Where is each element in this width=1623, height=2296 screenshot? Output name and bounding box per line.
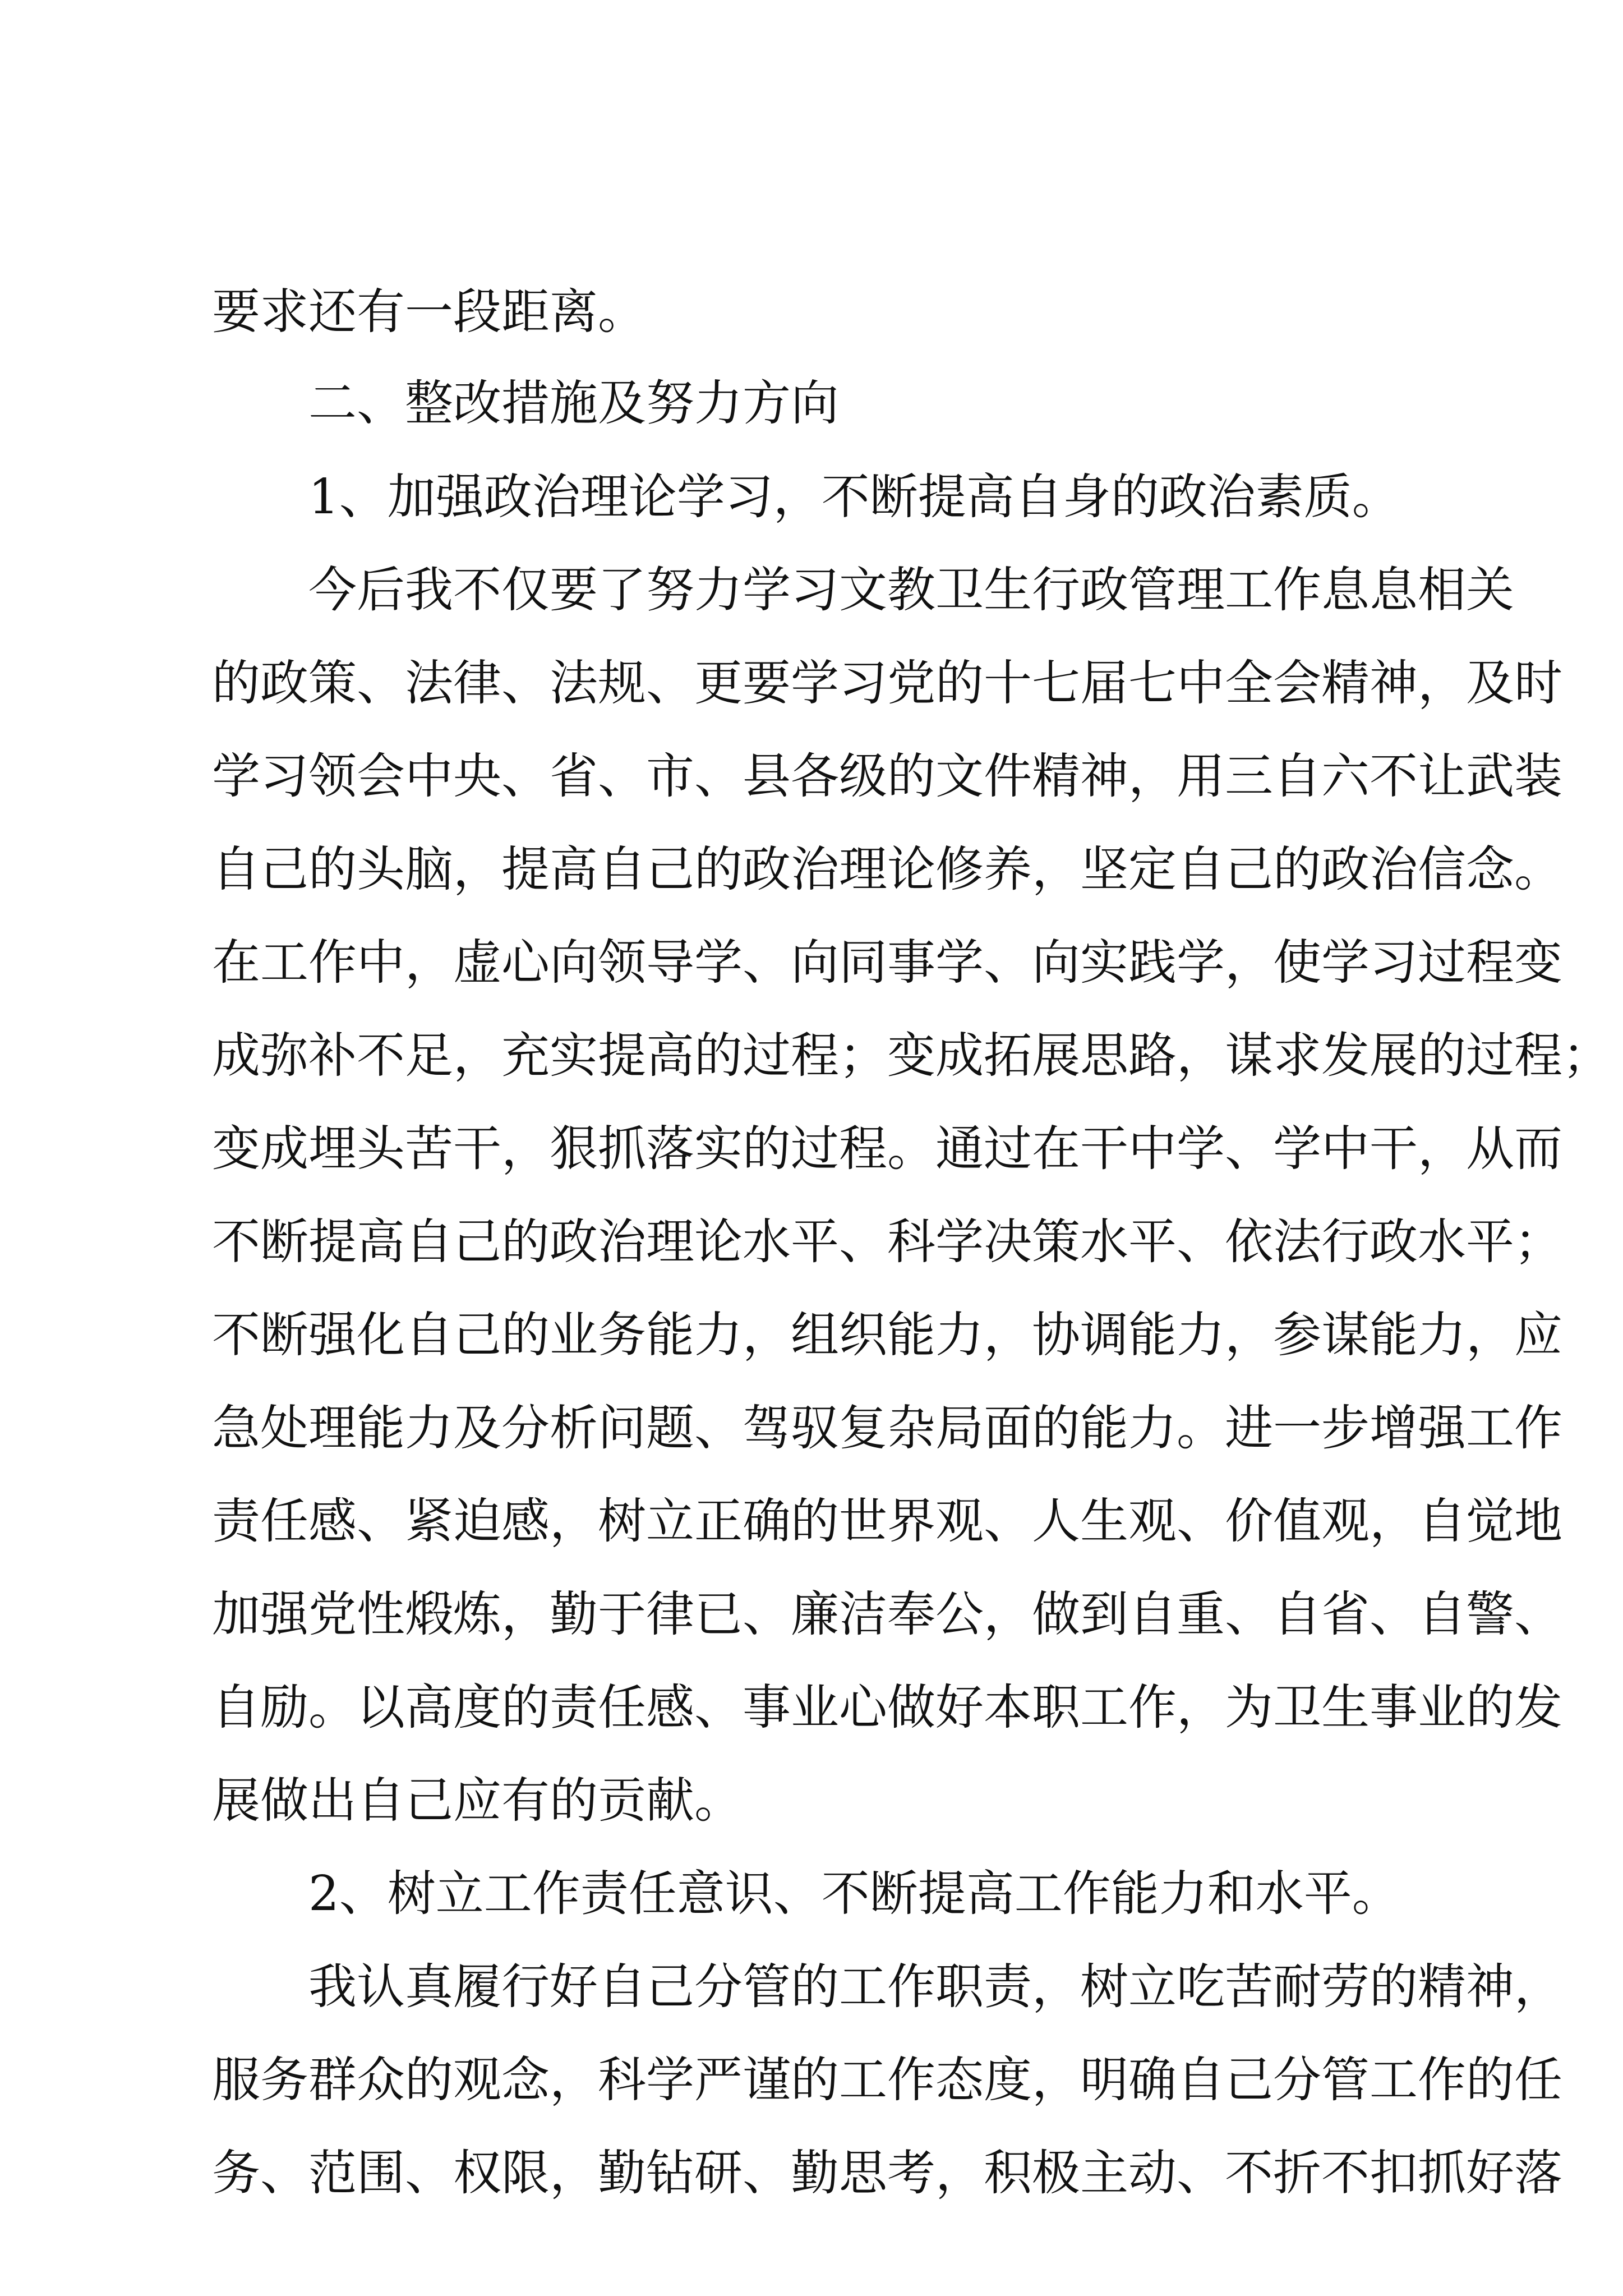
body-line: 加强党性煅炼，勤于律已、廉洁奉公，做到自重、自省、自警、 bbox=[212, 1586, 1562, 1642]
body-line: 不断提高自己的政治理论水平、科学决策水平、依法行政水平； bbox=[212, 1214, 1562, 1270]
body-line: 我认真履行好自己分管的工作职责，树立吃苦耐劳的精神， bbox=[308, 1959, 1562, 2015]
body-line: 在工作中，虚心向领导学、向同事学、向实践学，使学习过程变 bbox=[212, 935, 1562, 991]
section-heading: 二、整改措施及努力方向 bbox=[308, 375, 839, 431]
body-line: 变成埋头苦干，狠抓落实的过程。通过在干中学、学中干，从而 bbox=[212, 1121, 1562, 1177]
body-line: 不断强化自己的业务能力，组织能力，协调能力，参谋能力，应 bbox=[212, 1307, 1562, 1363]
body-line: 务、范围、权限，勤钻研、勤思考，积极主动、不折不扣抓好落 bbox=[212, 2145, 1562, 2201]
body-line: 服务群众的观念，科学严谨的工作态度，明确自己分管工作的任 bbox=[212, 2052, 1562, 2108]
body-line: 的政策、法律、法规、更要学习党的十七届七中全会精神，及时 bbox=[212, 655, 1562, 711]
body-line: 自励。以高度的责任感、事业心做好本职工作，为卫生事业的发 bbox=[212, 1680, 1562, 1736]
body-line: 成弥补不足，充实提高的过程；变成拓展思路，谋求发展的过程； bbox=[212, 1028, 1611, 1084]
body-line: 展做出自己应有的贡献。 bbox=[212, 1773, 743, 1829]
body-line: 责任感、紧迫感，树立正确的世界观、人生观、价值观，自觉地 bbox=[212, 1493, 1562, 1549]
body-line: 急处理能力及分析问题、驾驭复杂局面的能力。进一步增强工作 bbox=[212, 1400, 1562, 1456]
body-line: 自己的头脑，提高自己的政治理论修养，坚定自己的政治信念。 bbox=[212, 841, 1562, 898]
body-line: 学习领会中央、省、市、县各级的文件精神，用三自六不让武装 bbox=[212, 748, 1562, 804]
subsection-heading: 1、加强政治理论学习，不断提高自身的政治素质。 bbox=[308, 469, 1400, 525]
body-line: 今后我不仅要了努力学习文教卫生行政管理工作息息相关 bbox=[308, 562, 1514, 618]
body-line: 要求还有一段距离。 bbox=[212, 284, 646, 340]
subsection-heading: 2、树立工作责任意识、不断提高工作能力和水平。 bbox=[308, 1866, 1400, 1922]
